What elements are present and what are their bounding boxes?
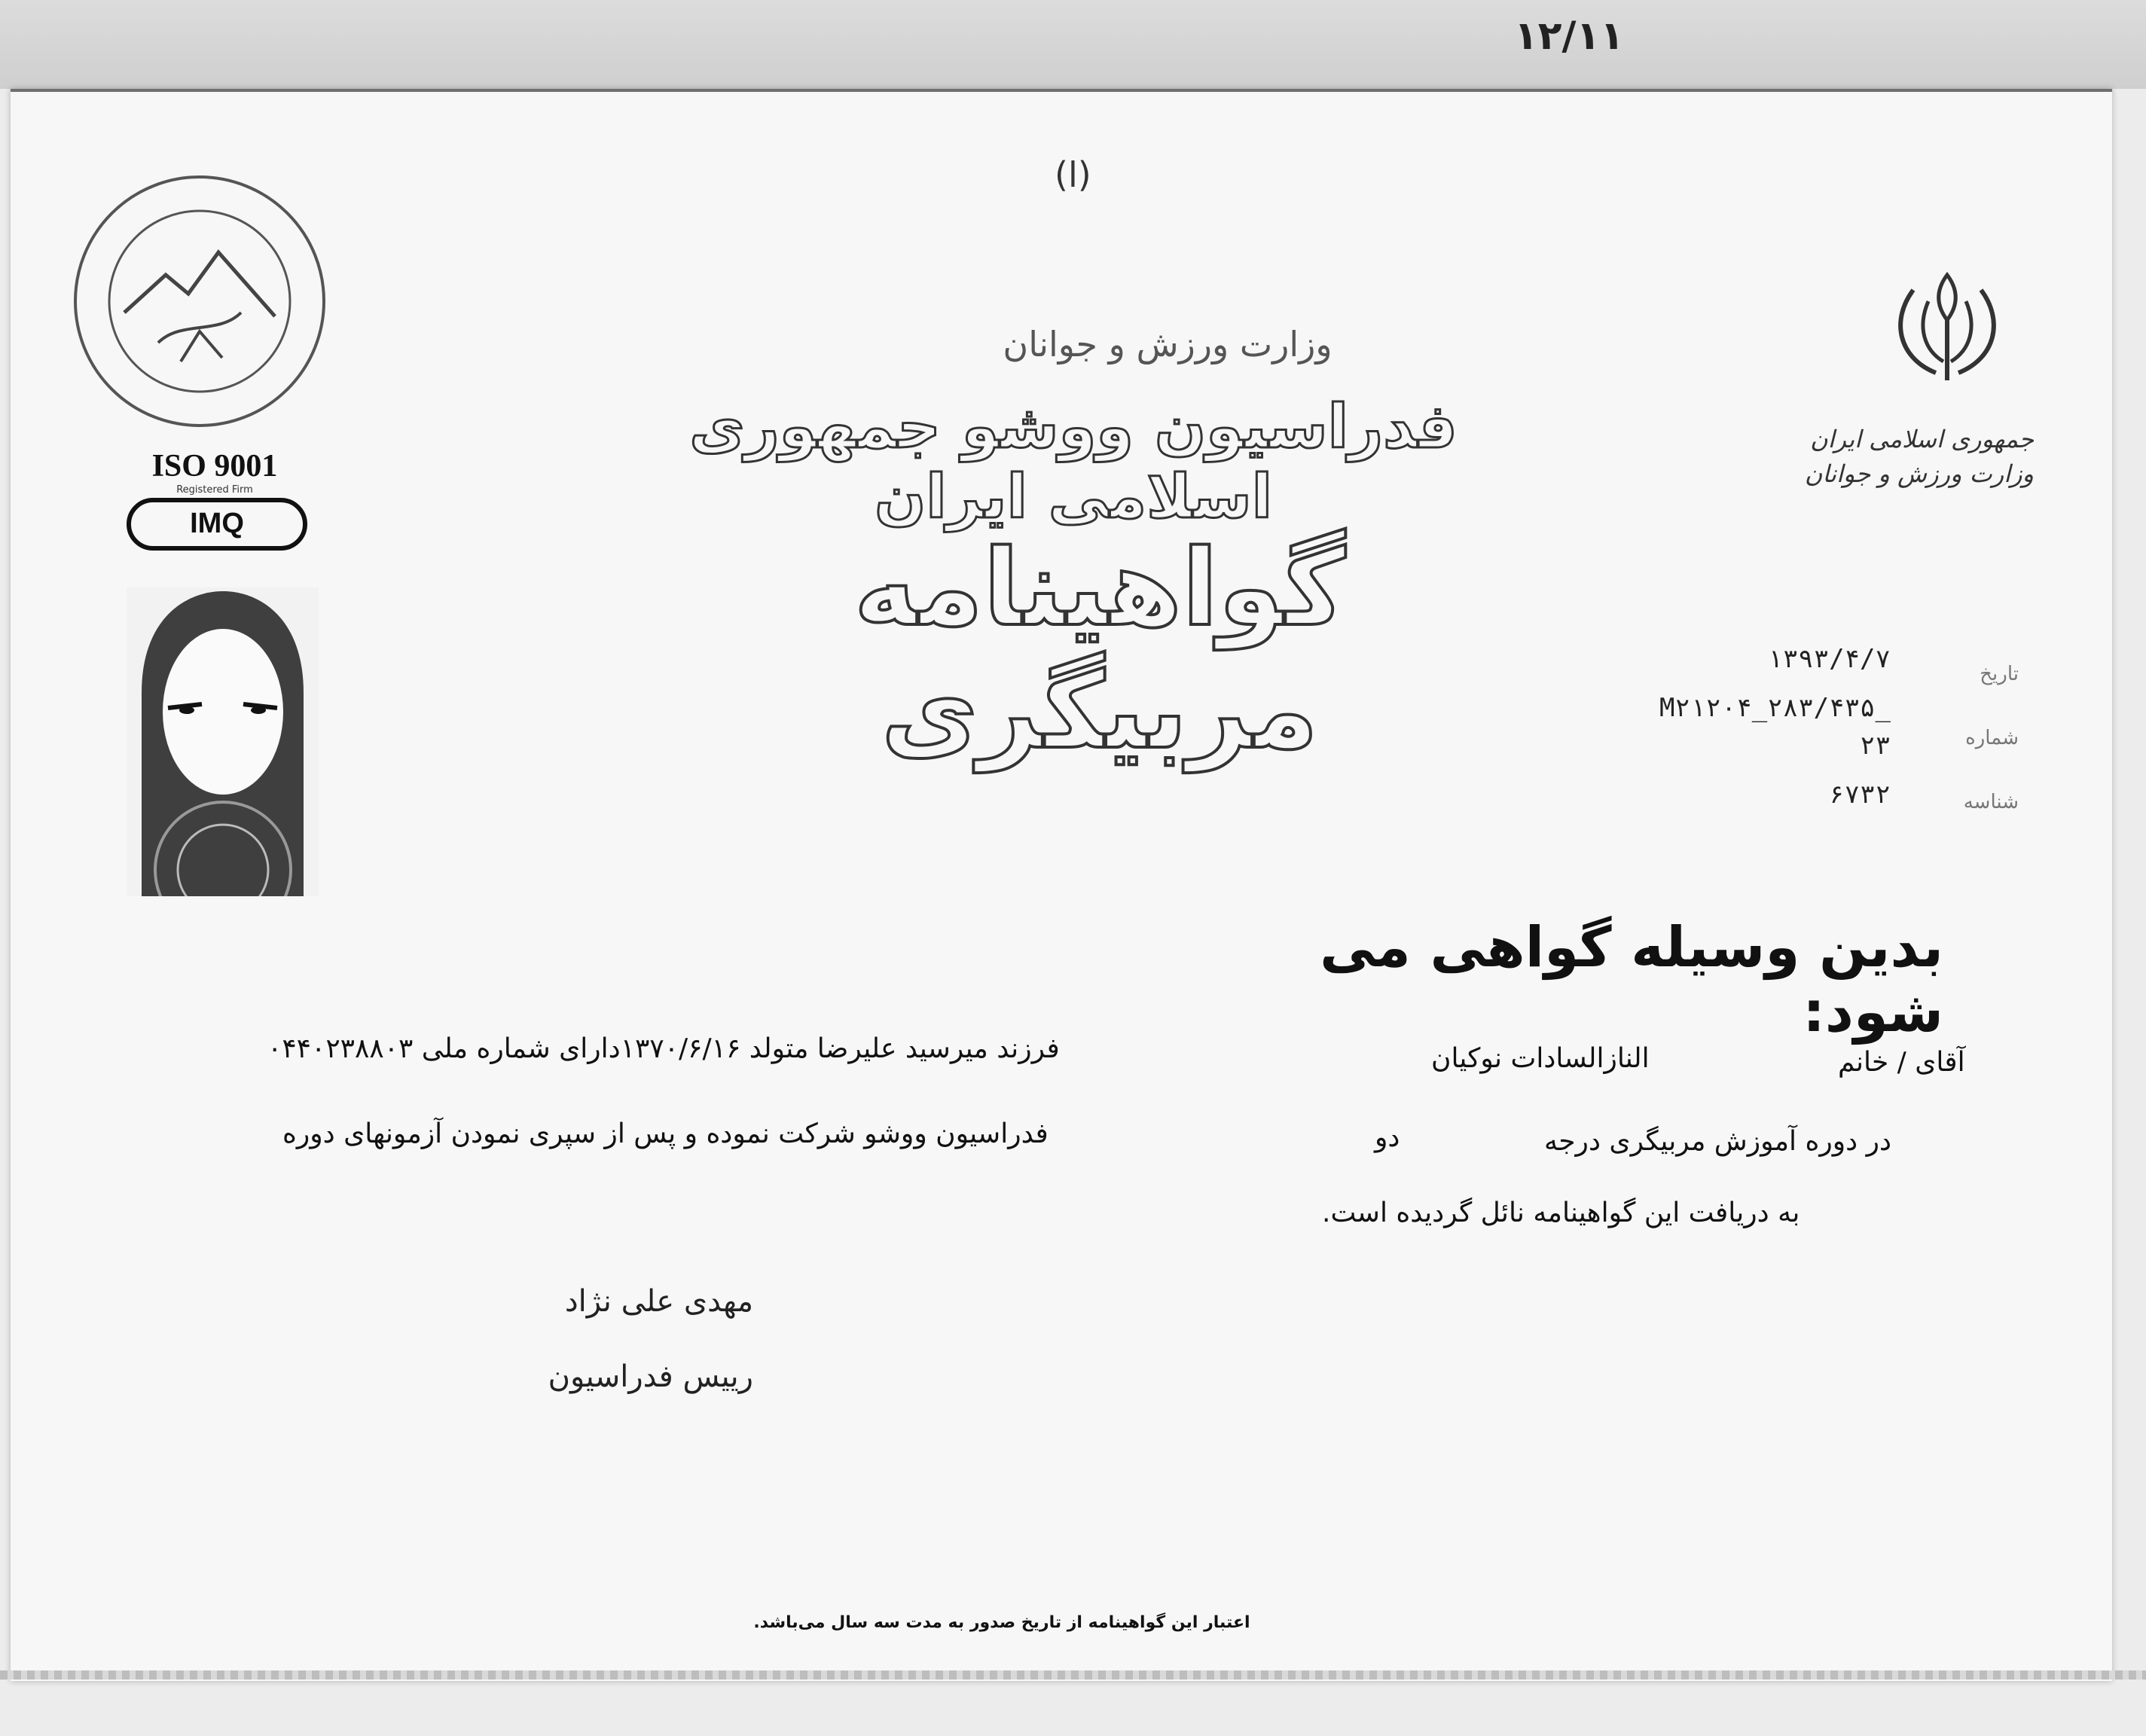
- line3: به دریافت این گواهینامه نائل گردیده است.: [1322, 1198, 1800, 1228]
- scan-bottom-edge: [0, 1670, 2146, 1680]
- iso-registered-firm: Registered Firm: [176, 484, 253, 496]
- line2-prefix: در دوره آموزش مربیگری درجه: [1544, 1126, 1891, 1157]
- course-degree: دو: [1375, 1122, 1400, 1153]
- emblem-caption: [1748, 422, 2034, 491]
- bismillah: (ا): [1055, 154, 1091, 195]
- signatory-name: مهدی علی نژاد: [564, 1284, 753, 1319]
- ministry-heading: وزارت ورزش و جوانان: [1003, 324, 1332, 365]
- holder-name: النازالسادات نوکیان: [1431, 1043, 1650, 1074]
- certificate-title: گواهینامه مربیگری: [853, 527, 1346, 773]
- number-value: M۲۱۲۰۴_۲۸۳/۴۳۵_: [1659, 693, 1891, 723]
- emblem-caption-line2: وزارت ورزش و جوانان: [1804, 459, 2034, 488]
- federation-heading: فدراسیون ووشو جمهوری اسلامی ایران: [689, 392, 1458, 532]
- scan-top-strip: [0, 0, 2146, 89]
- number-label: شماره: [1965, 727, 2019, 749]
- page-mark: ۱۲/۱۱: [1514, 14, 1624, 59]
- date-label: تاریخ: [1980, 663, 2019, 685]
- validity-footnote: اعتبار این گواهینامه از تاریخ صدور به مدت سه سال می‌باشد.: [753, 1613, 1250, 1632]
- iran-emblem-icon: [1883, 260, 2011, 388]
- date-value: ۱۳۹۳/۴/۷: [1767, 644, 1891, 674]
- line2-details: فدراسیون ووشو شرکت نموده و پس از سپری نمودن آزمونهای دوره: [282, 1118, 1049, 1149]
- line1-prefix: آقای / خانم: [1838, 1047, 1965, 1078]
- emblem-caption-line1: جمهوری اسلامی ایران: [1810, 425, 2034, 453]
- number-value-2: ۲۳: [1860, 731, 1891, 761]
- id-label: شناسه: [1963, 791, 2019, 813]
- wushu-federation-seal: [68, 169, 331, 433]
- imq-badge: IMQ: [127, 498, 307, 551]
- iso-certification: ISO 9001: [151, 449, 278, 484]
- signatory-title: رییس فدراسیون: [548, 1359, 753, 1394]
- line1-details: فرزند میرسید علیرضا متولد ۱۳۷۰/۶/۱۶دارای شماره ملی ۰۴۴۰۲۳۸۸۰۳: [267, 1033, 1060, 1064]
- certification-intro: بدین وسیله گواهی می شود:: [1320, 915, 1943, 1045]
- id-value: ۶۷۳۲: [1829, 780, 1891, 810]
- holder-photo: [127, 587, 319, 896]
